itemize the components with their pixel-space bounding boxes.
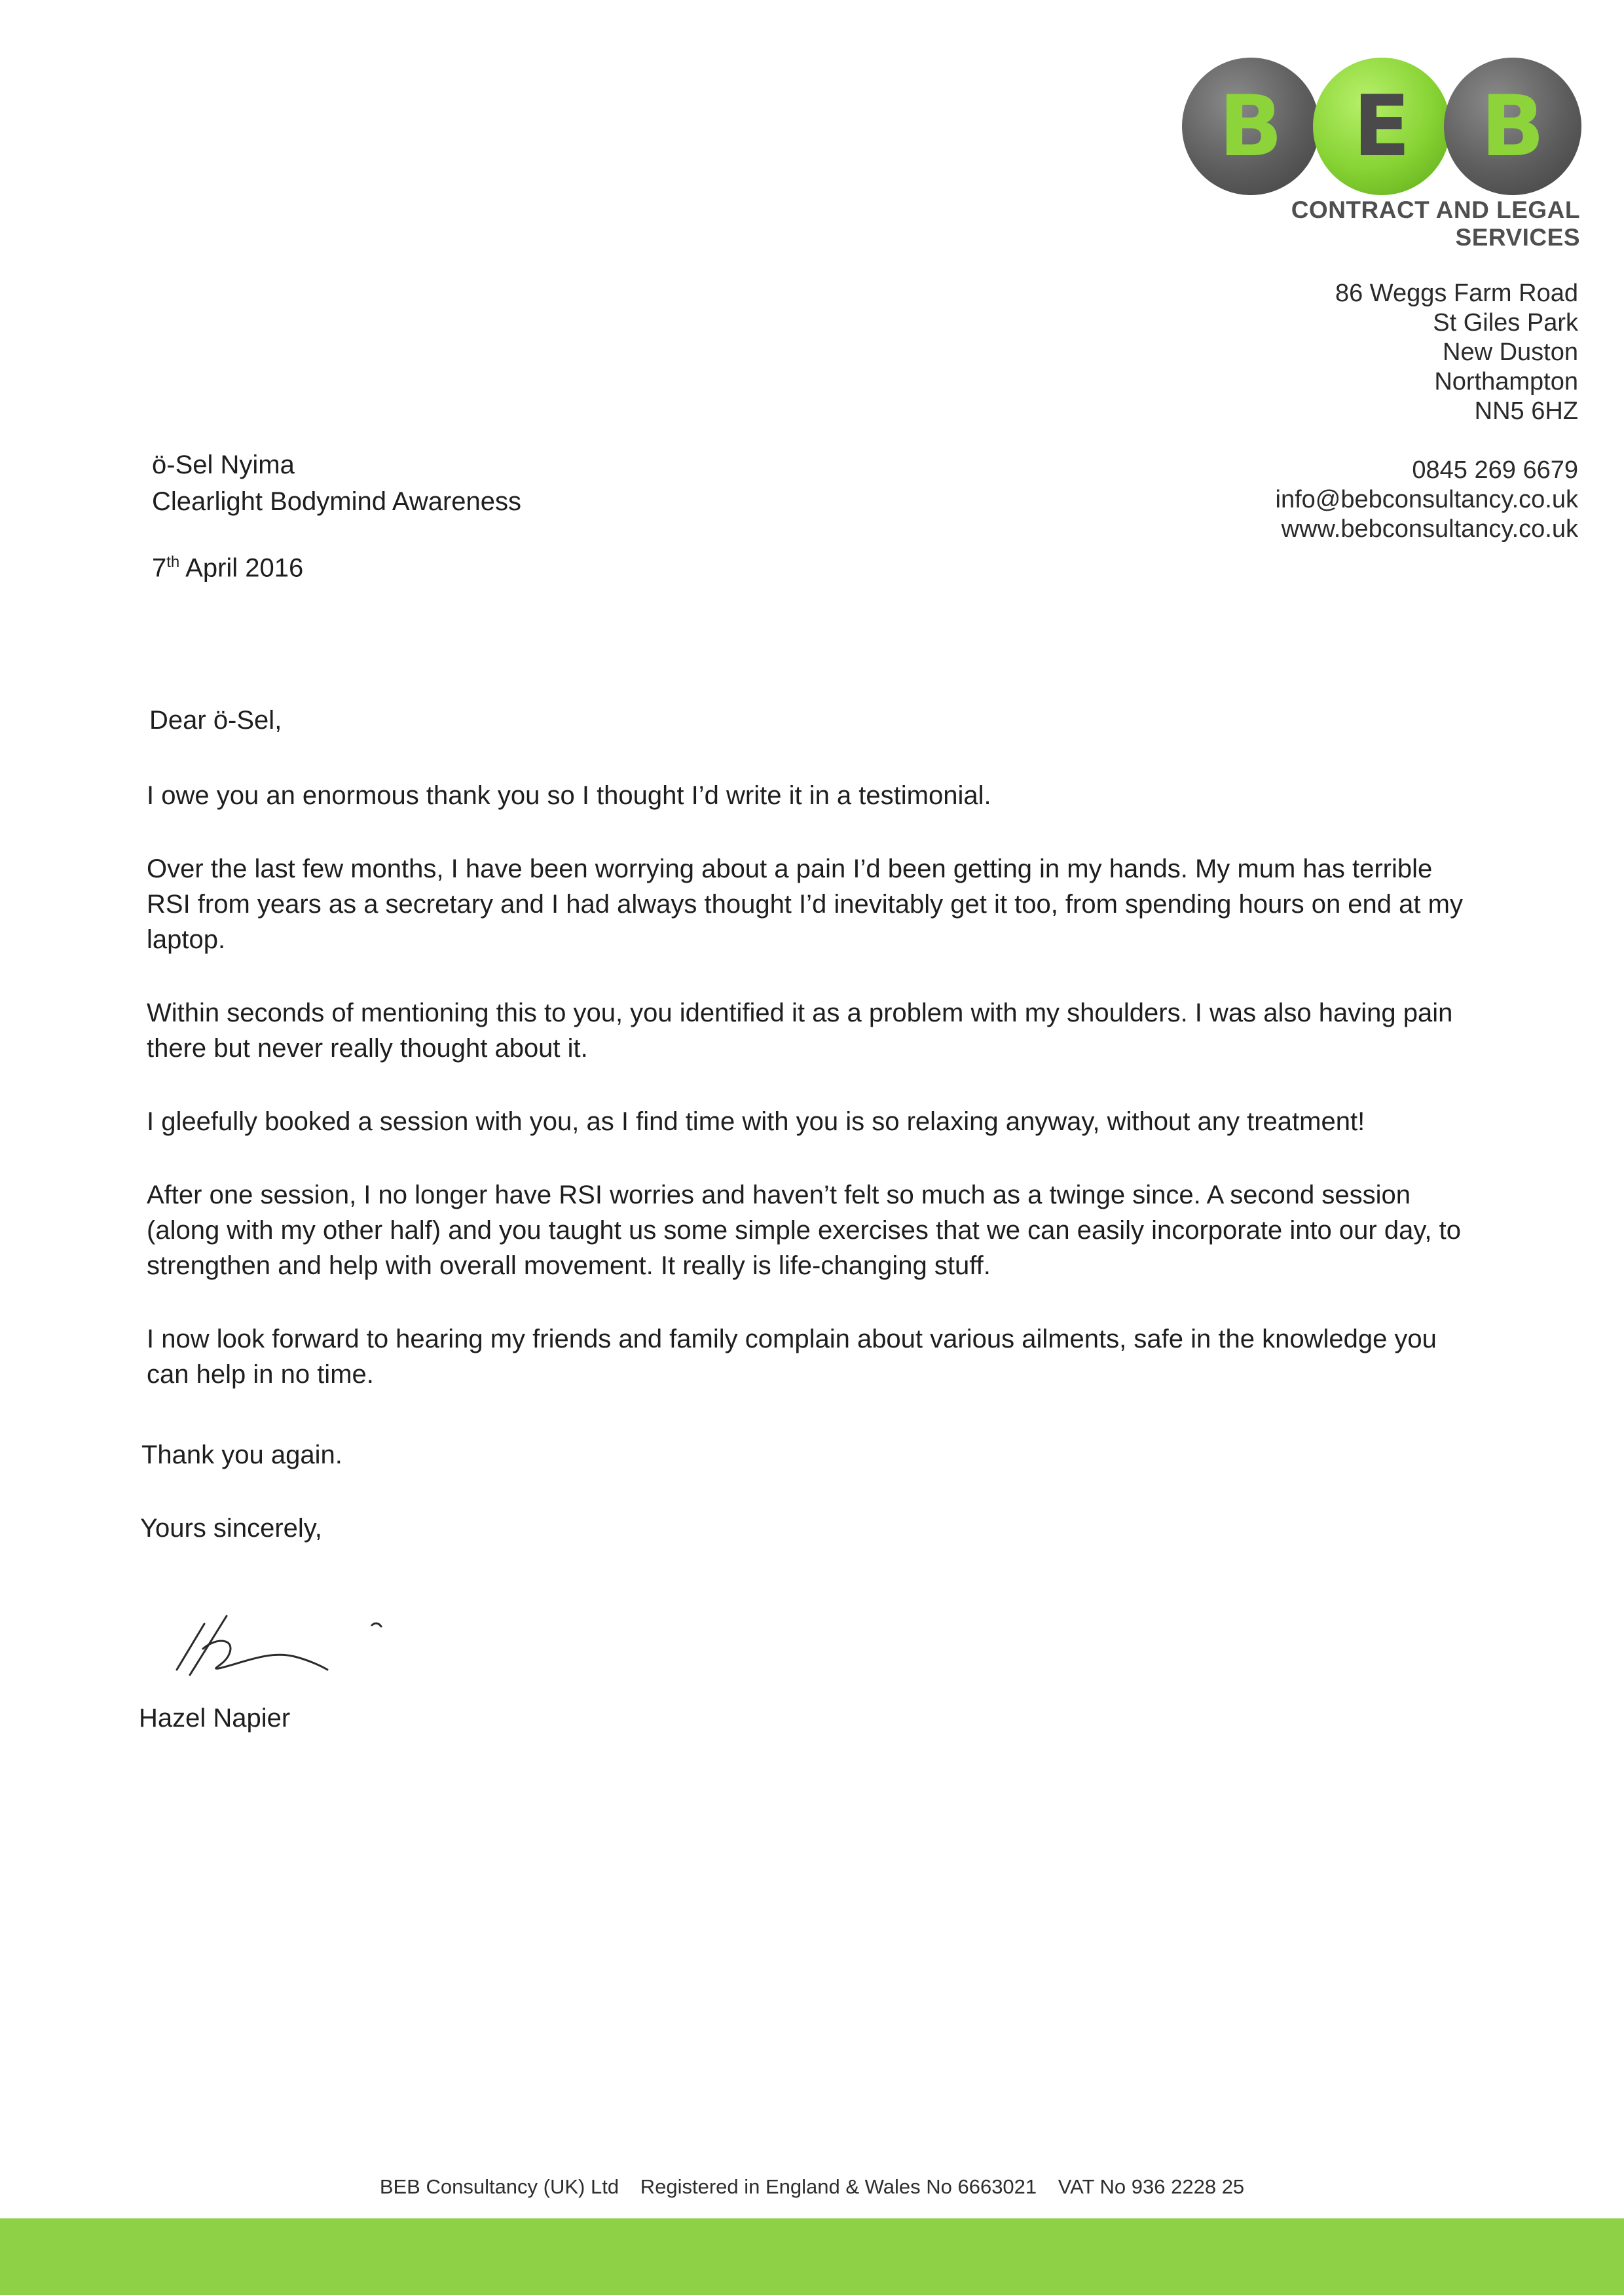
address-line: St Giles Park <box>1433 309 1578 337</box>
closing-thanks: Thank you again. <box>141 1441 342 1469</box>
logo-letter: E <box>1353 77 1411 175</box>
body-paragraph: I owe you an enormous thank you so I thought I’d write it in a testimonial. <box>147 781 991 810</box>
date-day: 7 <box>152 553 167 583</box>
sender-contact <box>1276 456 1578 544</box>
footer-vat: VAT No 936 2228 25 <box>1058 2175 1245 2198</box>
logo-tagline: CONTRACT AND LEGAL SERVICES <box>1291 196 1580 251</box>
body-paragraph: Within seconds of mentioning this to you, you identified it as a problem with my shoulders. I was also having pain there but never really thought about it. <box>147 999 1453 1063</box>
signer-name: Hazel Napier <box>139 1704 291 1733</box>
footer-registration-number: Registered in England & Wales No 6663021 <box>640 2175 1037 2198</box>
website-link[interactable]: www.bebconsultancy.co.uk <box>1281 515 1578 543</box>
footer-company: BEB Consultancy (UK) Ltd <box>379 2175 619 2198</box>
address-line: New Duston <box>1443 339 1578 366</box>
salutation: Dear ö-Sel, <box>149 706 282 735</box>
logo-ball-b1 <box>1182 58 1320 195</box>
address-line: Northampton <box>1434 368 1578 395</box>
phone-number: 0845 269 6679 <box>1412 456 1578 484</box>
handwritten-signature <box>164 1598 399 1689</box>
logo-letter: B <box>1219 77 1283 175</box>
body-paragraph: I now look forward to hearing my friends and family complain about various ailments, safe in the knowledge you can help in no time. <box>147 1325 1437 1389</box>
footer-registration <box>0 2175 1624 2199</box>
body-paragraph: I gleefully booked a session with you, as I find time with you is so relaxing anyway, without any treatment! <box>147 1107 1365 1136</box>
footer-green-bar <box>0 2218 1624 2295</box>
email-link[interactable]: info@bebconsultancy.co.uk <box>1275 486 1578 513</box>
logo-letter: B <box>1481 77 1545 175</box>
date-rest: April 2016 <box>179 553 304 583</box>
logo-ball-e <box>1313 58 1450 195</box>
company-logo <box>1182 58 1588 251</box>
address-line: NN5 6HZ <box>1474 397 1578 425</box>
address-line: 86 Weggs Farm Road <box>1335 280 1578 307</box>
sender-address <box>1335 279 1578 426</box>
recipient-organisation: Clearlight Bodymind Awareness <box>152 487 522 516</box>
closing-sincerely: Yours sincerely, <box>140 1514 322 1543</box>
recipient-name: ö-Sel Nyima <box>152 450 295 479</box>
recipient-block <box>152 447 521 520</box>
date-suffix: th <box>166 553 180 571</box>
letter-date <box>152 553 303 583</box>
body-paragraph: After one session, I no longer have RSI worries and haven’t felt so much as a twinge since. A second session (along with my other half) and you taught us some simple exercises that we can easily incorporate into our day, to strengthen and help with overall movement. It really is life-changing stuff. <box>147 1181 1461 1280</box>
body-paragraph: Over the last few months, I have been worrying about a pain I’d been getting in my hands. My mum has terrible RSI from years as a secretary and I had always thought I’d inevitably get it too, from spending hours on end at my laptop. <box>147 854 1463 954</box>
letter-body <box>147 778 1483 1430</box>
logo-ball-b2 <box>1444 58 1581 195</box>
